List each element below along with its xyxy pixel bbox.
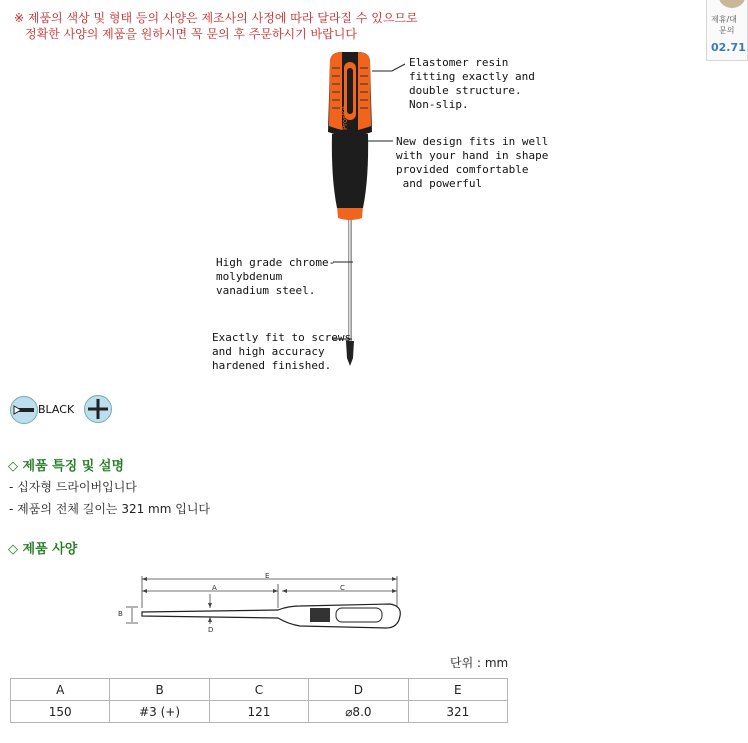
spec-col-e: E xyxy=(408,679,507,701)
spec-col-c: C xyxy=(209,679,308,701)
side-widget-line-2: 문의 xyxy=(719,26,735,35)
phillips-plus-icon xyxy=(84,395,112,423)
spec-val-a: 150 xyxy=(11,701,110,723)
spec-table-row xyxy=(11,701,508,723)
dim-label-C: C xyxy=(340,584,345,592)
spec-heading: ◇ 제품 사양 xyxy=(8,542,78,557)
unit-label: 단위 : mm xyxy=(450,656,509,670)
callout-tip: Exactly fit to screws and high accuracy hardened finished. xyxy=(212,331,352,372)
notice-line-1: ※ 제품의 색상 및 형태 등의 사양은 제조사의 사정에 따라 달라질 수 있으므로 xyxy=(14,11,418,25)
spec-col-a: A xyxy=(11,679,110,701)
callout-steel: High grade chrome- molybdenum vanadium steel. xyxy=(216,256,336,297)
callout-elastomer: Elastomer resin fitting exactly and double structure. Non-slip. xyxy=(409,56,535,111)
dim-label-D: D xyxy=(208,626,214,634)
callout-design: New design fits in well with your hand in shape provided comfortable and powerful xyxy=(396,135,549,190)
spec-col-b: B xyxy=(110,679,209,701)
dim-label-B: B xyxy=(118,610,123,618)
tip-color-label: BLACK xyxy=(38,403,75,416)
side-widget-phone: 02.71 xyxy=(711,41,746,54)
spec-val-e: 321 xyxy=(408,701,507,723)
dimension-diagram xyxy=(110,568,410,638)
spec-col-d: D xyxy=(309,679,408,701)
features-heading: ◇ 제품 특징 및 설명 xyxy=(8,459,125,474)
spec-val-d: ⌀8.0 xyxy=(309,701,408,723)
notice-line-2: 정확한 사양의 제품을 원하시면 꼭 문의 후 주문하시기 바랍니다 xyxy=(25,27,357,41)
feature-item-2: - 제품의 전체 길이는 321 mm 입니다 xyxy=(9,502,211,516)
dim-label-A: A xyxy=(212,584,217,592)
brand-label: ProsKit xyxy=(341,105,349,130)
spec-table xyxy=(10,678,508,723)
feature-item-1: - 십자형 드라이버입니다 xyxy=(9,480,137,494)
spec-val-b: #3 (+) xyxy=(110,701,209,723)
spec-val-c: 121 xyxy=(209,701,308,723)
flat-tip-icon xyxy=(10,396,38,424)
spec-table-header xyxy=(11,679,508,701)
side-widget-line-1: 제휴/대 xyxy=(711,15,737,24)
dim-label-E: E xyxy=(265,572,270,580)
